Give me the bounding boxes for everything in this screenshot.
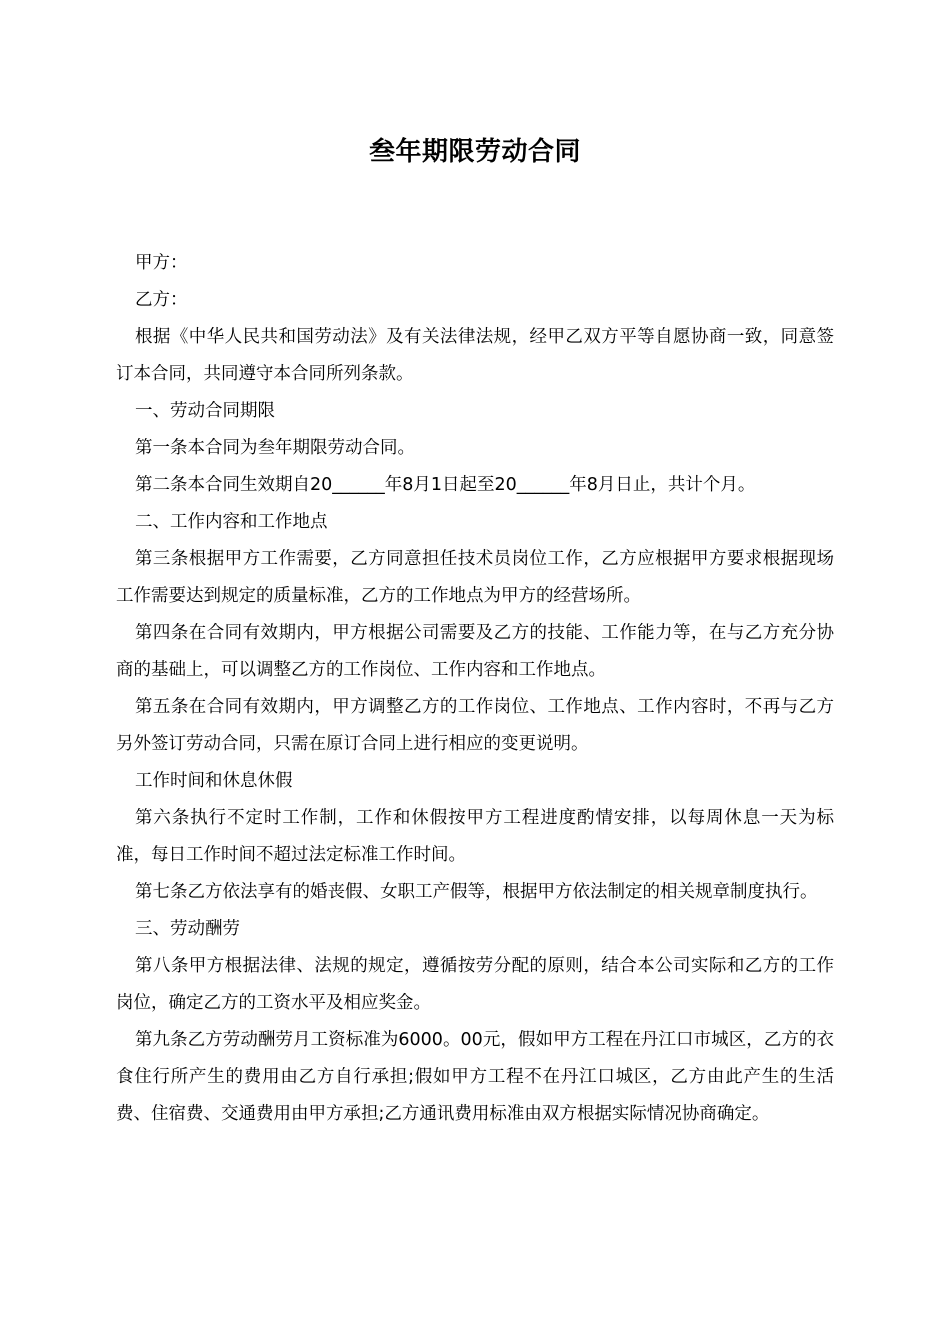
article-6: 第六条执行不定时工作制，工作和休假按甲方工程进度酌情安排，以每周休息一天为标准，每日工作时间不超过法定标准工作时间。	[116, 808, 834, 865]
article-2: 第二条本合同生效期自20______年8月1日起至20______年8月日止，共计个月。	[135, 475, 756, 495]
article-1: 第一条本合同为叁年期限劳动合同。	[135, 438, 415, 458]
document-body	[116, 245, 834, 1133]
article-7: 第七条乙方依法享有的婚丧假、女职工产假等，根据甲方依法制定的相关规章制度执行。	[135, 882, 818, 902]
article-3: 第三条根据甲方工作需要，乙方同意担任技术员岗位工作，乙方应根据甲方要求根据现场工作需要达到规定的质量标准，乙方的工作地点为甲方的经营场所。	[116, 549, 834, 606]
preamble-paragraph: 根据《中华人民共和国劳动法》及有关法律法规，经甲乙双方平等自愿协商一致，同意签订本合同，共同遵守本合同所列条款。	[116, 327, 834, 384]
party-a-line: 甲方：	[135, 253, 188, 273]
article-8: 第八条甲方根据法律、法规的规定，遵循按劳分配的原则，结合本公司实际和乙方的工作岗位，确定乙方的工资水平及相应奖金。	[116, 956, 834, 1013]
section-heading-working-hours: 工作时间和休息休假	[135, 771, 293, 791]
section-heading-remuneration: 三、劳动酬劳	[135, 919, 240, 939]
article-4: 第四条在合同有效期内，甲方根据公司需要及乙方的技能、工作能力等，在与乙方充分协商的基础上，可以调整乙方的工作岗位、工作内容和工作地点。	[116, 623, 834, 680]
document-title: 叁年期限劳动合同	[368, 137, 581, 167]
section-heading-contract-term: 一、劳动合同期限	[135, 401, 275, 421]
section-heading-work-content: 二、工作内容和工作地点	[135, 512, 328, 532]
article-5: 第五条在合同有效期内，甲方调整乙方的工作岗位、工作地点、工作内容时，不再与乙方另外签订劳动合同，只需在原订合同上进行相应的变更说明。	[116, 697, 834, 754]
article-9: 第九条乙方劳动酬劳月工资标准为6000。00元，假如甲方工程在丹江口市城区，乙方的衣食住行所产生的费用由乙方自行承担;假如甲方工程不在丹江口城区，乙方由此产生的生活费、住宿费、交通费用由甲方承担;乙方通讯费用标准由双方根据实际情况协商确定。	[116, 1030, 834, 1124]
party-b-line: 乙方：	[135, 290, 188, 310]
